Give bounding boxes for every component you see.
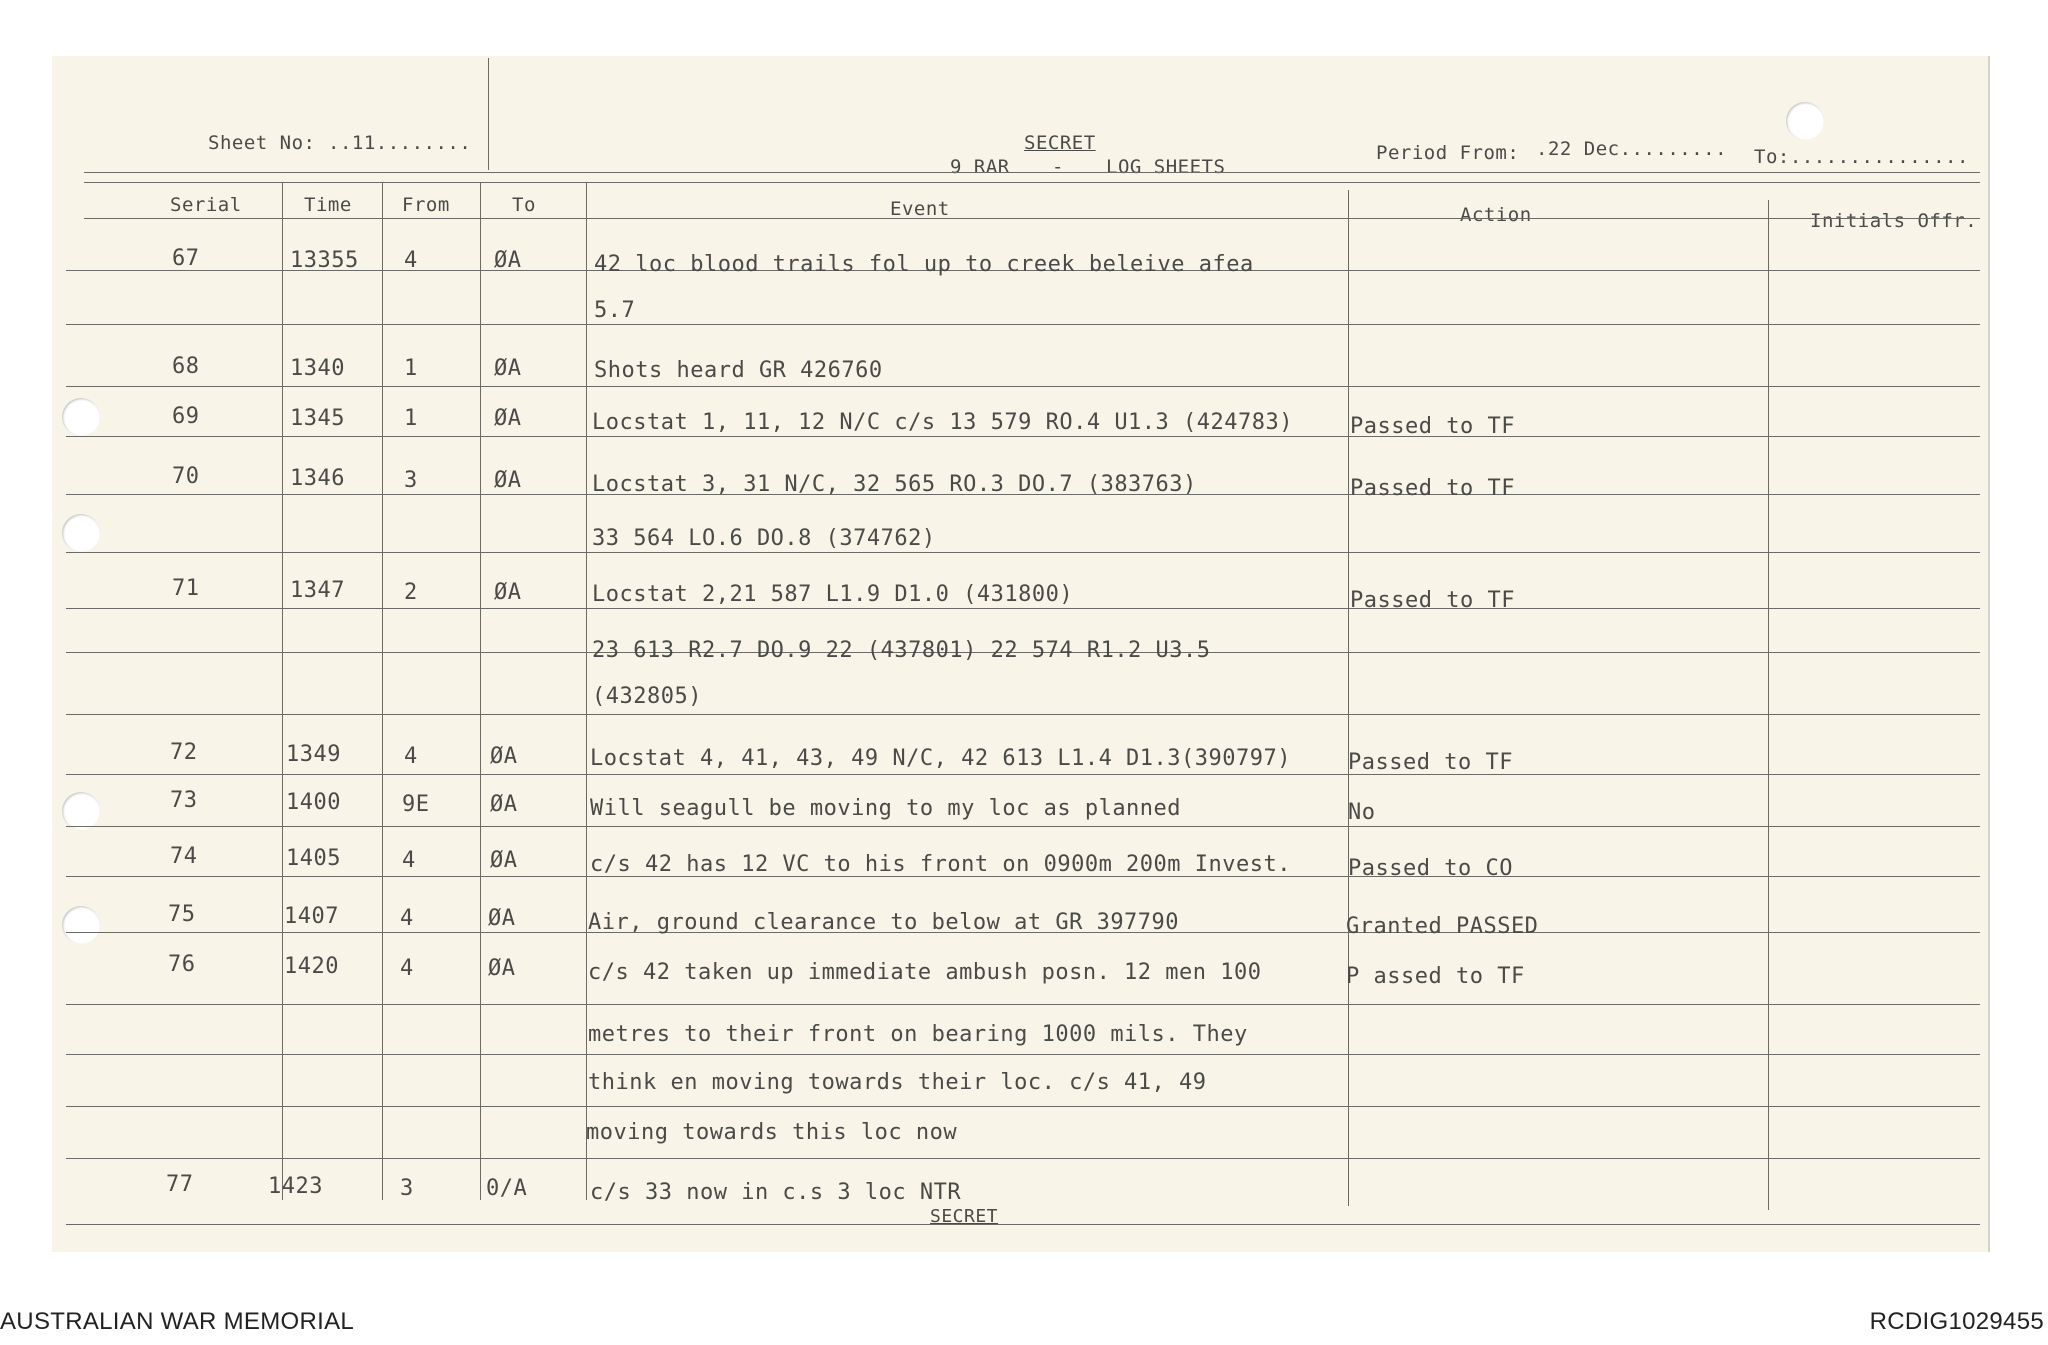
rule (66, 608, 1980, 609)
from-cell: 1 (404, 356, 418, 381)
header-dash: - (1052, 156, 1064, 178)
col-divider (480, 182, 481, 1200)
action-line: Granted PASSED (1346, 914, 1539, 939)
serial-cell: 70 (172, 464, 200, 489)
action-line: P assed to TF (1346, 964, 1525, 989)
col-initials: Initials Offr. (1810, 210, 1978, 232)
to-cell: ØA (494, 468, 522, 493)
rule (84, 172, 1980, 173)
to-cell: ØA (494, 580, 522, 605)
time-cell: 1349 (286, 742, 341, 767)
rule (84, 182, 1980, 183)
from-cell: 4 (400, 956, 414, 981)
col-divider (1768, 200, 1769, 1210)
rule (66, 714, 1980, 715)
time-cell: 1347 (290, 578, 345, 603)
period-from-label: Period From: (1376, 142, 1520, 164)
col-divider (586, 182, 587, 1200)
rule (66, 1106, 1980, 1107)
serial-cell: 77 (166, 1172, 194, 1197)
punch-hole (62, 514, 100, 552)
event-line: 23 613 R2.7 DO.9 22 (437801) 22 574 R1.2 U3.5 (592, 638, 1211, 663)
sheet-no-value: ..11........ (328, 132, 472, 154)
period-to-label: To:............... (1754, 146, 1969, 168)
punch-hole (62, 906, 100, 944)
serial-cell: 71 (172, 576, 200, 601)
event-line: think en moving towards their loc. c/s 41, 49 (588, 1070, 1207, 1095)
serial-cell: 68 (172, 354, 200, 379)
rule (66, 774, 1980, 775)
from-cell: 4 (402, 848, 416, 873)
footer-record-id: RCDIG1029455 (1869, 1308, 2044, 1335)
col-divider (282, 182, 283, 1200)
event-line: c/s 42 has 12 VC to his front on 0900m 200m Invest. (590, 852, 1292, 877)
col-to: To (512, 194, 536, 216)
col-event: Event (890, 198, 950, 220)
event-line: 5.7 (594, 298, 636, 323)
to-cell: 0/A (486, 1176, 528, 1201)
event-line: Locstat 1, 11, 12 N/C c/s 13 579 RO.4 U1.3 (424783) (592, 410, 1294, 435)
serial-cell: 69 (172, 404, 200, 429)
classification-bottom: SECRET (930, 1206, 999, 1227)
from-cell: 1 (404, 406, 418, 431)
from-cell: 3 (400, 1176, 414, 1201)
col-serial: Serial (170, 194, 242, 216)
from-cell: 4 (400, 906, 414, 931)
rule (66, 1224, 1980, 1225)
serial-cell: 67 (172, 246, 200, 271)
action-line: No (1348, 800, 1376, 825)
rule (84, 218, 1980, 219)
action-line: Passed to TF (1350, 414, 1515, 439)
time-cell: 1423 (268, 1174, 323, 1199)
time-cell: 1405 (286, 846, 341, 871)
time-cell: 1340 (290, 356, 345, 381)
time-cell: 1345 (290, 406, 345, 431)
period-from-value: .22 Dec......... (1536, 138, 1728, 160)
serial-cell: 75 (168, 902, 196, 927)
rule (66, 436, 1980, 437)
serial-cell: 72 (170, 740, 198, 765)
from-cell: 4 (404, 248, 418, 273)
serial-cell: 74 (170, 844, 198, 869)
classification-top: SECRET (1024, 132, 1096, 154)
to-cell: ØA (490, 792, 518, 817)
rule (66, 386, 1980, 387)
to-cell: ØA (494, 356, 522, 381)
event-line: Locstat 2,21 587 L1.9 D1.0 (431800) (592, 582, 1074, 607)
time-cell: 1407 (284, 904, 339, 929)
event-line: c/s 42 taken up immediate ambush posn. 12 men 100 (588, 960, 1262, 985)
col-action: Action (1460, 204, 1532, 226)
sheet-no-label: Sheet No: (208, 132, 316, 154)
serial-cell: 73 (170, 788, 198, 813)
col-time: Time (304, 194, 352, 216)
header-divider (488, 58, 489, 170)
rule (66, 826, 1980, 827)
event-line: 42 loc blood trails fol up to creek beleive afea (594, 252, 1254, 277)
from-cell: 3 (404, 468, 418, 493)
rule (66, 1158, 1980, 1159)
to-cell: ØA (490, 744, 518, 769)
action-line: Passed to TF (1348, 750, 1513, 775)
punch-hole (62, 398, 100, 436)
to-cell: ØA (494, 406, 522, 431)
col-divider (1348, 190, 1349, 1206)
action-line: Passed to TF (1350, 476, 1515, 501)
to-cell: ØA (490, 848, 518, 873)
rule (66, 1004, 1980, 1005)
time-cell: 13355 (290, 248, 359, 273)
event-line: Locstat 4, 41, 43, 49 N/C, 42 613 L1.4 D1.3(390797) (590, 746, 1292, 771)
from-cell: 2 (404, 580, 418, 605)
event-line: Will seagull be moving to my loc as planned (590, 796, 1182, 821)
rule (66, 324, 1980, 325)
event-line: 33 564 LO.6 DO.8 (374762) (592, 526, 936, 551)
event-line: Locstat 3, 31 N/C, 32 565 RO.3 DO.7 (383763) (592, 472, 1197, 497)
action-line: Passed to CO (1348, 856, 1513, 881)
time-cell: 1346 (290, 466, 345, 491)
serial-cell: 76 (168, 952, 196, 977)
col-from: From (402, 194, 450, 216)
time-cell: 1420 (284, 954, 339, 979)
col-divider (382, 182, 383, 1200)
event-line: (432805) (592, 684, 702, 709)
log-sheets-title: LOG SHEETS (1106, 156, 1226, 178)
event-line: c/s 33 now in c.s 3 loc NTR (590, 1180, 962, 1205)
event-line: metres to their front on bearing 1000 mils. They (588, 1022, 1248, 1047)
action-line: Passed to TF (1350, 588, 1515, 613)
rule (66, 552, 1980, 553)
unit-label: 9 RAR (950, 156, 1010, 178)
to-cell: ØA (494, 248, 522, 273)
to-cell: ØA (488, 906, 516, 931)
to-cell: ØA (488, 956, 516, 981)
from-cell: 9E (402, 792, 430, 817)
event-line: Shots heard GR 426760 (594, 358, 883, 383)
punch-hole (62, 792, 100, 830)
punch-hole (1786, 102, 1824, 140)
event-line: Air, ground clearance to below at GR 397790 (588, 910, 1180, 935)
event-line: moving towards this loc now (586, 1120, 958, 1145)
time-cell: 1400 (286, 790, 341, 815)
footer-archive-name: AUSTRALIAN WAR MEMORIAL (0, 1308, 355, 1335)
from-cell: 4 (404, 744, 418, 769)
rule (66, 1054, 1980, 1055)
